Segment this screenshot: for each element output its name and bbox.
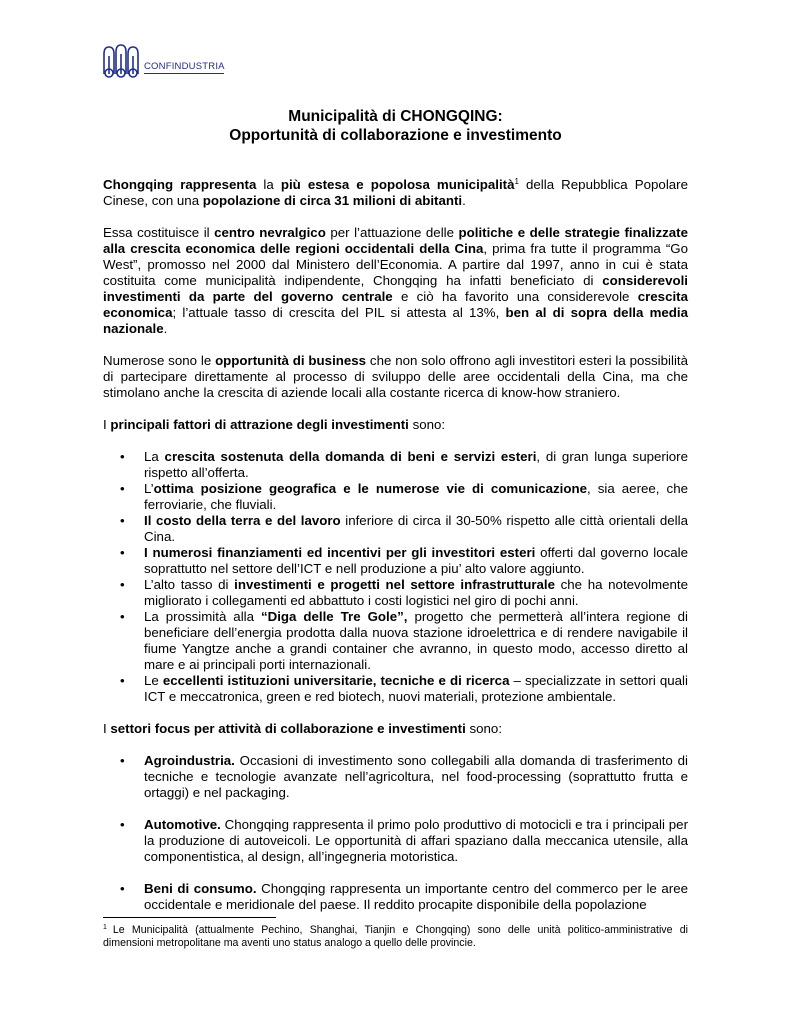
- list-item: • L’ottima posizione geografica e le numerose vie di comunicazione, sia aeree, che ferroviarie, che fluviali.: [120, 481, 688, 512]
- bullet-icon: •: [120, 753, 125, 768]
- sectors-heading: I settori focus per attività di collaborazione e investimenti sono:: [103, 721, 503, 736]
- business-paragraph: Numerose sono le opportunità di business che non solo offrono agli investitori esteri la possibilità di partecipare direttamente al processo di sviluppo delle aree occidentali della Cina, ma che stimolano anche la crescita di aziende locali alla costante ricerca di know-how straniero.: [103, 353, 688, 400]
- title-line-1: Municipalità di CHONGQING:: [288, 108, 503, 125]
- list-item: • L’alto tasso di investimenti e progetti nel settore infrastrutturale che ha notevolmente migliorato i collegamenti ed abbattuto i costi logistici nel giro di pochi anni.: [120, 577, 688, 608]
- bullet-icon: •: [120, 481, 125, 496]
- confindustria-emblem-icon: [100, 44, 144, 80]
- bullet-icon: •: [120, 609, 125, 624]
- footnote-number: 1: [103, 924, 107, 931]
- bullet-icon: •: [120, 673, 125, 688]
- bullet-icon: •: [120, 577, 125, 592]
- title-line-2: Opportunità di collaborazione e investimento: [229, 127, 562, 144]
- sectors-list: [103, 753, 688, 913]
- footnote-ref: 1: [514, 177, 519, 186]
- bullet-icon: •: [120, 513, 125, 528]
- list-item: • La crescita sostenuta della domanda di beni e servizi esteri, di gran lunga superiore rispetto all’offerta.: [120, 449, 688, 480]
- list-item: • Il costo della terra e del lavoro inferiore di circa il 30-50% rispetto alle città orientali della Cina.: [120, 513, 688, 544]
- intro-paragraph: Chongqing rappresenta la più estesa e popolosa municipalità$^1$ della Repubblica Popolare Cinese, con una popolazione di circa 31 milioni di abitanti.: [103, 177, 688, 208]
- footnote-text: Le Municipalità (attualmente Pechino, Shanghai, Tianjin e Chongqing) sono delle unità politico-amministrative di dimensioni metropolitane ma aventi uno status analogo a quello delle provincie.: [103, 924, 688, 949]
- factors-heading: I principali fattori di attrazione degli investimenti sono:: [103, 417, 446, 432]
- confindustria-logo: [100, 44, 230, 80]
- document-title: [0, 107, 791, 145]
- logo-underline: [144, 73, 224, 74]
- document-body: [103, 177, 688, 929]
- list-item: • Agroindustria. Occasioni di investimento sono collegabili alla domanda di trasferimento di tecniche e tecnologie avanzate nell’agricoltura, nel food-processing (soprattutto frutta e ortaggi) e nel packaging.: [120, 753, 688, 800]
- list-item: • Automotive. Chongqing rappresenta il primo polo produttivo di motocicli e tra i principali per la produzione di autoveicoli. Le opportunità di affari spaziano dalla meccanica utensile, alla componentistica, al design, all’ingegneria motoristica.: [120, 817, 688, 864]
- bullet-icon: •: [120, 817, 125, 832]
- footnote-separator: [103, 917, 276, 918]
- logo-wordmark: CONFINDUSTRIA: [144, 61, 225, 72]
- bullet-icon: •: [120, 449, 125, 464]
- bullet-icon: •: [120, 545, 125, 560]
- context-paragraph: Essa costituisce il centro nevralgico per l’attuazione delle politiche e delle strategie finalizzate alla crescita economica delle regioni occidentali della Cina, prima fra tutte il programma “Go West”, promosso nel 2000 dal Ministero dell’Economia. A partire dal 1997, anno in cui è stata costituita come municipalità indipendente, Chongqing ha infatti beneficiato di considerevoli investimenti da parte del governo centrale e ciò ha favorito una considerevole crescita economica; l’attuale tasso di crescita del PIL si attesta al 13%, ben al di sopra della media nazionale.: [103, 225, 688, 336]
- list-item: • Beni di consumo. Chongqing rappresenta un importante centro del commerco per le aree occidentale e meridionale del paese. Il reddito procapite disponibile della popolazione: [120, 881, 688, 912]
- factors-list: [103, 449, 688, 705]
- footnote: [103, 924, 688, 950]
- bullet-icon: •: [120, 881, 125, 896]
- list-item: • La prossimità alla “Diga delle Tre Gole”, progetto che permetterà all’intera regione di beneficiare dell’energia prodotta dalla nuova stazione idroelettrica e di rendere navigabile il fiume Yangtze anche a grandi container che avranno, in questo modo, accesso diretto al mare e ai principali porti internazionali.: [120, 609, 689, 672]
- list-item: • Le eccellenti istituzioni universitarie, tecniche e di ricerca – specializzate in settori quali ICT e meccatronica, green e red biotech, nuovi materiali, protezione ambientale.: [120, 673, 688, 704]
- list-item: • I numerosi finanziamenti ed incentivi per gli investitori esteri offerti dal governo locale soprattutto nel settore dell’ICT e nell produzione a piu’ alto valore aggiunto.: [120, 545, 688, 576]
